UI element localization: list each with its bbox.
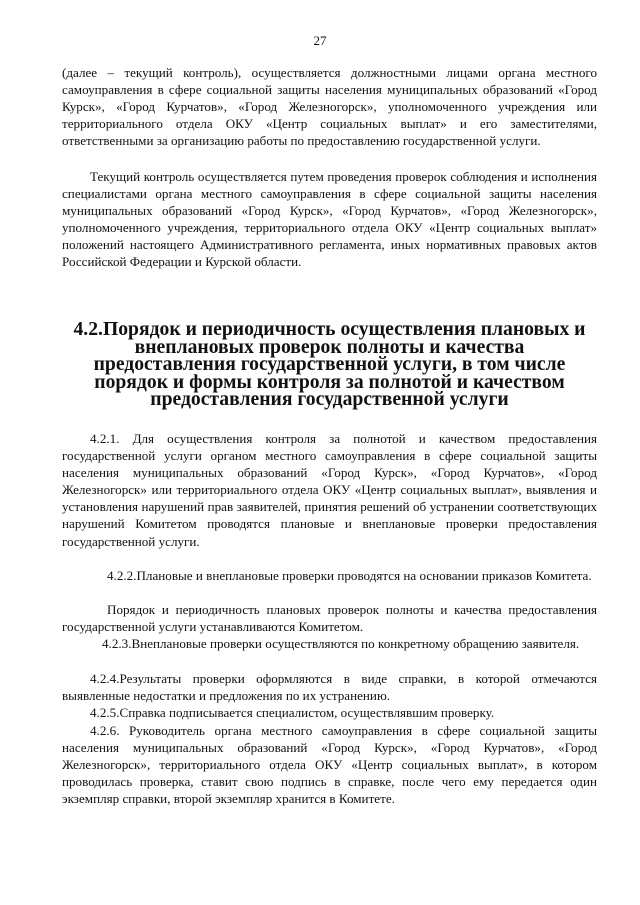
paragraph-4-2-1: 4.2.1. Для осуществления контроля за полнотой и качеством предоставления государственной услуги органом местного самоуправления в сфере социальной защиты населения муниципальных образований «Город Курск», «Город Курчатов», «Город Железногорск» или территориального отдела ОКУ «Центр социальных выплат», выявления и установления нарушений прав заявителей, принятия решений об устранении соответствующих нарушений Комитетом проводятся плановые и внеплановые проверки предоставления государственной услуги.: [62, 431, 597, 549]
section-heading-4-2: 4.2.Порядок и периодичность осуществления плановых и внеплановых проверок полноты и качества предоставления государственной услуги, в том числе порядок и формы контроля за полнотой и качеством предоставления государственной услуги: [73, 318, 586, 410]
paragraph-current-control-responsible: (далее – текущий контроль), осуществляется должностными лицами органа местного самоуправления в сфере социальной защиты населения муниципальных образований «Город Курск», «Город Курчатов», «Город Железногорск», уполномоченного учреждения или территориального отдела ОКУ «Центр социальных выплат» и его заместителями, ответственными за организацию работы по предоставлению государственной услуги.: [62, 65, 597, 149]
page-number: 27: [313, 33, 327, 48]
paragraph-4-2-2: 4.2.2.Плановые и внеплановые проверки проводятся на основании приказов Комитета.: [107, 568, 592, 583]
paragraph-4-2-6: 4.2.6. Руководитель органа местного самоуправления в сфере социальной защиты населения муниципальных образований «Город Курск», «Город Курчатов», «Город Железногорск», территориального отдела ОКУ «Центр социальных выплат», в котором проводилась проверка, ставит свою подпись в справке, после чего ему передается один экземпляр справки, второй экземпляр хранится в Комитете.: [62, 723, 597, 807]
paragraph-4-2-4: 4.2.4.Результаты проверки оформляются в виде справки, в которой отмечаются выявленные недостатки и предложения по их устранению.: [62, 671, 597, 704]
paragraph-current-control-method: Текущий контроль осуществляется путем проведения проверок соблюдения и исполнения специалистами органа местного самоуправления в сфере социальной защиты населения муниципальных образований «Город Курск», «Город Курчатов», «Город Железногорск», уполномоченного учреждения, территориального отдела ОКУ «Центр социальных выплат» положений настоящего Административного регламента, иных нормативных правовых актов Российской Федерации и Курской области.: [62, 169, 597, 270]
paragraph-4-2-5: 4.2.5.Справка подписывается специалистом, осуществлявшим проверку.: [90, 705, 495, 720]
paragraph-4-2-3: 4.2.3.Внеплановые проверки осуществляются по конкретному обращению заявителя.: [102, 636, 580, 651]
paragraph-inspection-schedule: Порядок и периодичность плановых проверок полноты и качества предоставления государственной услуги устанавливаются Комитетом.: [62, 602, 597, 635]
